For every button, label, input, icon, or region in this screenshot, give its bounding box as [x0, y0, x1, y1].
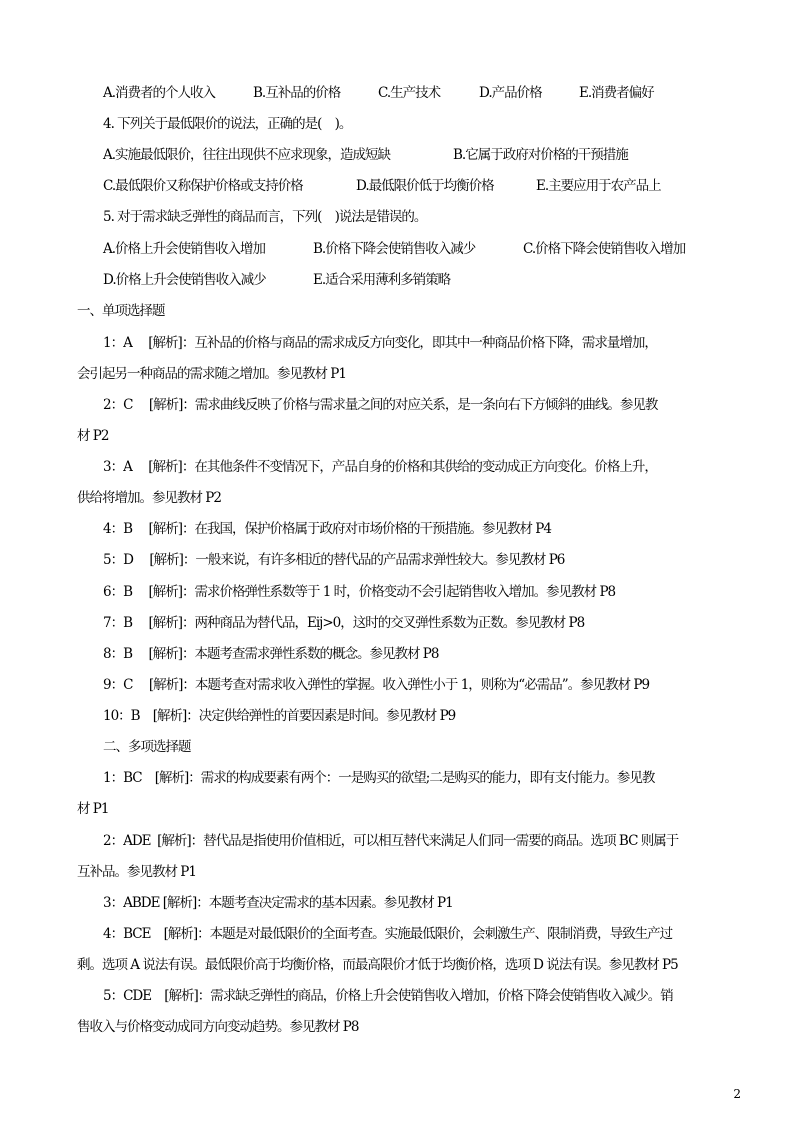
multi-answer-1-cont: 材 P1: [77, 801, 109, 817]
multi-answer-4: 4：BCE [解析]：本题是对最低限价的全面考查。实施最低限价，会刺激生产、限制消费，导致生产过: [103, 926, 673, 942]
q5-option-b: B.价格下降会使销售收入减少: [313, 241, 476, 257]
q4-option-c: C.最低限价又称保护价格或支持价格: [103, 178, 303, 194]
multi-answer-1: 1：BC [解析]：需求的构成要素有两个：一是购买的欲望;二是购买的能力，即有支付能力。参见教: [103, 770, 655, 786]
q5-option-e: E.适合采用薄利多销策略: [313, 272, 451, 288]
q5-stem: 5. 对于需求缺乏弹性的商品而言，下列( )说法是错误的。: [103, 209, 427, 225]
single-answer-2: 2：C [解析]：需求曲线反映了价格与需求量之间的对应关系，是一条向右下方倾斜的曲线。参见教: [103, 397, 658, 413]
q5-option-a: A.价格上升会使销售收入增加: [103, 241, 266, 257]
single-answer-1: 1：A [解析]：互补品的价格与商品的需求成反方向变化，即其中一种商品价格下降，需求量增加，: [103, 335, 657, 351]
single-answer-6: 6：B [解析]：需求价格弹性系数等于 1 时，价格变动不会引起销售收入增加。参见教材 P8: [103, 584, 616, 600]
single-answer-9: 9：C [解析]：本题考查对需求收入弹性的掌握。收入弹性小于 1，则称为“必需品”。参见教材 P9: [103, 677, 650, 693]
multi-answer-2: 2：ADE [解析]：替代品是指使用价值相近，可以相互替代来满足人们同一需要的商品。选项 BC 则属于: [103, 833, 679, 849]
q4-options-row-1: [0, 146, 794, 164]
q3-option-c: C.生产技术: [378, 85, 441, 101]
q3-option-e: E.消费者偏好: [579, 85, 654, 101]
multi-answer-5-cont: 售收入与价格变动成同方向变动趋势。参见教材 P8: [77, 1019, 359, 1035]
single-answer-3-cont: 供给将增加。参见教材 P2: [77, 490, 221, 506]
single-answer-10: 10：B [解析]：决定供给弹性的首要因素是时间。参见教材 P9: [103, 708, 456, 724]
q3-option-a: A.消费者的个人收入: [103, 85, 216, 101]
q4-option-a: A.实施最低限价，往往出现供不应求现象，造成短缺: [103, 147, 391, 163]
q4-option-d: D.最低限价低于均衡价格: [356, 178, 494, 194]
q5-option-d: D.价格上升会使销售收入减少: [103, 272, 266, 288]
single-answer-7: 7：B [解析]：两种商品为替代品，Eij>0，这时的交叉弹性系数为正数。参见教材 P8: [103, 615, 585, 631]
single-choice-heading: 一、单项选择题: [77, 303, 165, 319]
single-answer-4: 4：B [解析]：在我国，保护价格属于政府对市场价格的干预措施。参见教材 P4: [103, 521, 551, 537]
multi-answer-4-cont: 剩。选项 A 说法有误。最低限价高于均衡价格，而最高限价才低于均衡价格，选项 D 说法有误。参见教材 P5: [77, 957, 678, 973]
q3-option-b: B.互补品的价格: [253, 85, 341, 101]
single-answer-3: 3：A [解析]：在其他条件不变情况下，产品自身的价格和其供给的变动成正方向变化。价格上升，: [103, 459, 657, 475]
page-number: 2: [733, 1087, 741, 1101]
single-answer-8: 8：B [解析]：本题考查需求弹性系数的概念。参见教材 P8: [103, 646, 439, 662]
multi-answer-3: 3：ABDE [解析]：本题考查决定需求的基本因素。参见教材 P1: [103, 895, 453, 911]
q4-stem: 4. 下列关于最低限价的说法，正确的是( )。: [103, 116, 352, 132]
multi-choice-heading: 二、多项选择题: [103, 739, 191, 755]
single-answer-1-cont: 会引起另一种商品的需求随之增加。参见教材 P1: [77, 366, 346, 382]
q5-options-row-1: [0, 240, 794, 258]
q4-option-b: B.它属于政府对价格的干预措施: [453, 147, 628, 163]
q5-option-c: C.价格下降会使销售收入增加: [523, 241, 686, 257]
q4-options-row-2: [0, 177, 794, 195]
multi-answer-5: 5：CDE [解析]：需求缺乏弹性的商品，价格上升会使销售收入增加，价格下降会使销售收入减少。销: [103, 988, 673, 1004]
single-answer-2-cont: 材 P2: [77, 428, 109, 444]
q3-option-d: D.产品价格: [479, 85, 542, 101]
multi-answer-2-cont: 互补品。参见教材 P1: [77, 864, 196, 880]
single-answer-5: 5：D [解析]：一般来说，有许多相近的替代品的产品需求弹性较大。参见教材 P6: [103, 552, 565, 568]
q4-option-e: E.主要应用于农产品上: [536, 178, 661, 194]
q3-options-row: [0, 84, 794, 102]
q5-options-row-2: [0, 271, 794, 289]
